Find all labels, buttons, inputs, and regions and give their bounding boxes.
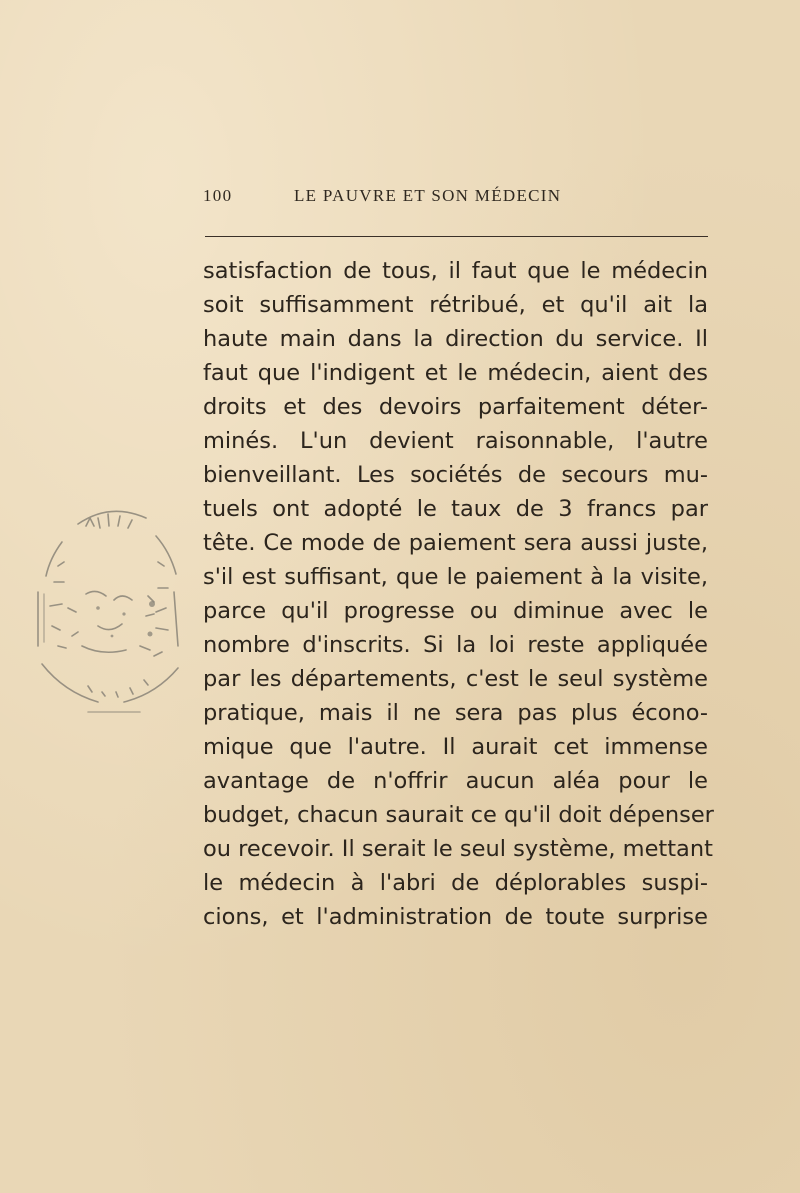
text-line: minés. L'un devient raisonnable, l'autre — [203, 428, 708, 454]
text-line: mique que l'autre. Il aurait cet immense — [203, 734, 708, 760]
body-text — [203, 254, 714, 934]
running-title: LE PAUVRE ET SON MÉDECIN — [294, 186, 562, 205]
text-line: par les départements, c'est le seul système — [203, 666, 708, 692]
text-line: ou recevoir. Il serait le seul système, mettant — [203, 836, 713, 862]
text-line: parce qu'il progresse ou diminue avec le — [203, 598, 708, 624]
text-line: pratique, mais il ne sera pas plus écono- — [203, 700, 708, 726]
text-line: tuels ont adopté le taux de 3 francs par — [203, 496, 708, 522]
text-line: cions, et l'administration de toute surprise — [203, 904, 708, 930]
page-number: 100 — [203, 186, 233, 205]
text-line: avantage de n'offrir aucun aléa pour le — [203, 768, 708, 794]
text-line: droits et des devoirs parfaitement déter- — [203, 394, 708, 420]
text-line: le médecin à l'abri de déplorables suspi- — [203, 870, 708, 896]
text-line: bienveillant. Les sociétés de secours mu- — [203, 462, 708, 488]
header-rule — [205, 236, 708, 237]
text-line: haute main dans la direction du service. Il — [203, 326, 708, 352]
text-line: faut que l'indigent et le médecin, aient des — [203, 360, 708, 386]
text-line: budget, chacun saurait ce qu'il doit dépenser — [203, 802, 714, 828]
text-line: tête. Ce mode de paiement sera aussi juste, — [203, 530, 708, 556]
library-stamp-icon — [28, 496, 193, 716]
text-line: s'il est suffisant, que le paiement à la visite, — [203, 564, 708, 590]
text-line: soit suffisamment rétribué, et qu'il ait la — [203, 292, 708, 318]
page-header — [203, 182, 708, 212]
text-line: satisfaction de tous, il faut que le médecin — [203, 258, 708, 284]
text-line: nombre d'inscrits. Si la loi reste appliquée — [203, 632, 708, 658]
